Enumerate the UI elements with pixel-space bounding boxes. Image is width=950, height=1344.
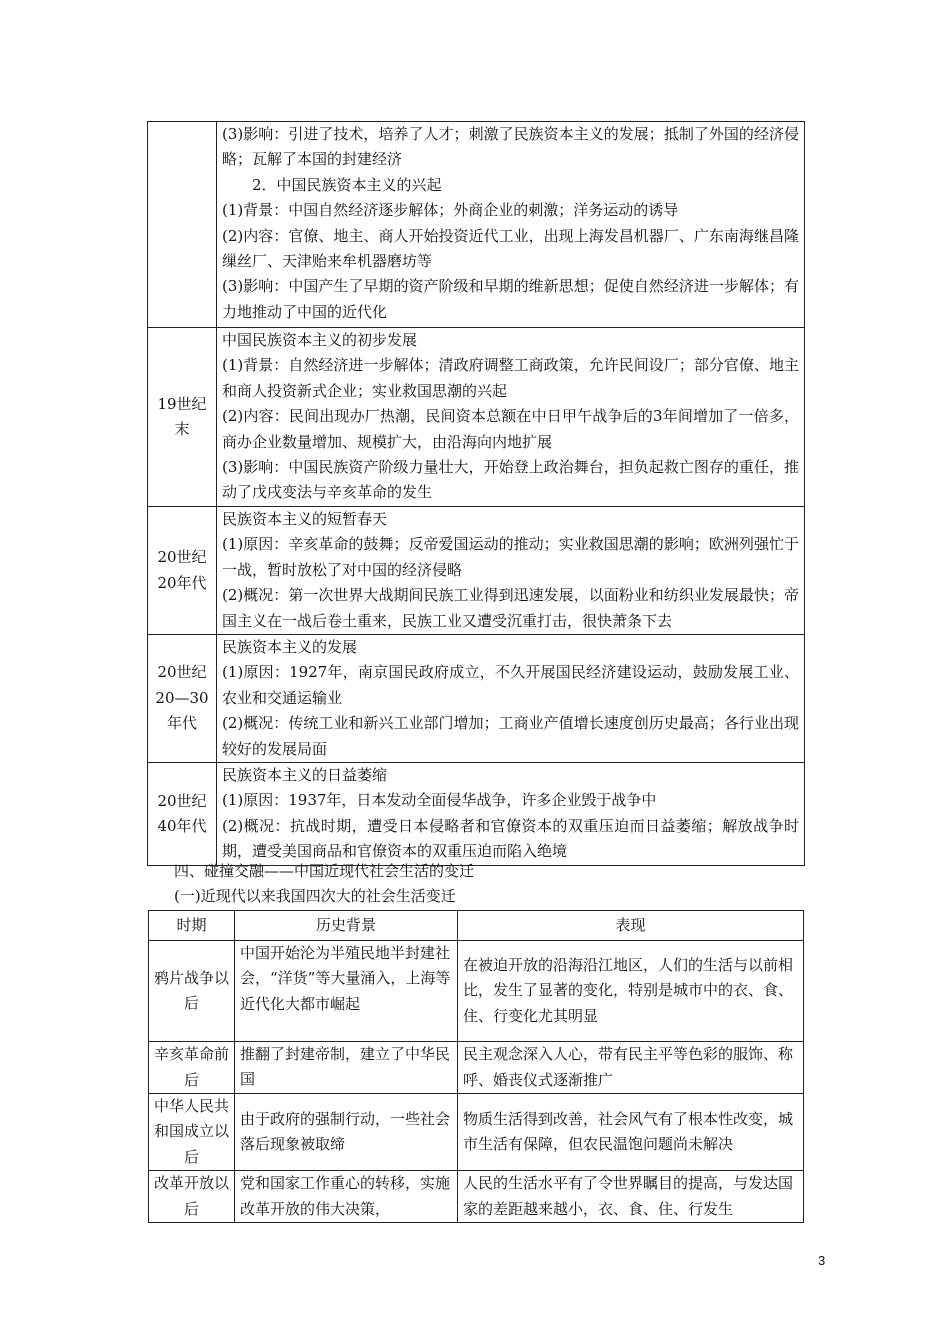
content-line: (2)概况：抗战时期，遭受日本侵略者和官僚资本的双重压迫而日益萎缩；解放战争时期，遭受美国商品和官僚资本的双重压迫而陷入绝境: [222, 816, 799, 861]
content-line: (2)概况：第一次世界大战期间民族工业得到迅速发展，以面粉业和纺织业发展最快；帝国主义在一战后卷土重来，民族工业又遭受沉重打击，很快萧条下去: [222, 586, 799, 630]
table-row: [148, 328, 805, 507]
content-line: (1)原因：1937年，日本发动全面侵华战争，许多企业毁于战争中: [222, 791, 657, 810]
period-cell: 中华人民共和国成立以后: [149, 1094, 235, 1171]
content-line: (1)原因：辛亥革命的鼓舞；反帝爱国运动的推动；实业救国思潮的影响；欧洲列强忙于一战，暂时放松了对中国的经济侵略: [222, 535, 799, 579]
content-line: (2)概况：传统工业和新兴工业部门增加；工商业产值增长速度创历史最高；各行业出现较好的发展局面: [222, 714, 799, 758]
capitalism-development-table: [147, 121, 805, 866]
background-cell: 推翻了封建帝制，建立了中华民国: [235, 1042, 458, 1094]
content-cell: [217, 328, 805, 507]
performance-cell: 人民的生活水平有了令世界瞩目的提高，与发达国家的差距越来越小，衣、食、住、行发生: [458, 1171, 804, 1223]
content-line: (3)影响：中国产生了早期的资产阶级和早期的维新思想；促使自然经济进一步解体；有力地推动了中国的近代化: [222, 277, 799, 321]
content-line: 民族资本主义的发展: [222, 638, 358, 657]
content-cell: [217, 635, 805, 763]
content-cell: [217, 122, 805, 328]
content-line: (2)内容：官僚、地主、商人开始投资近代工业，出现上海发昌机器厂、广东南海继昌隆缫丝厂、天津贻来牟机器磨坊等: [222, 226, 799, 271]
column-header: 历史背景: [235, 911, 458, 941]
period-cell: 20世纪20—30年代: [148, 635, 217, 763]
table-row: [149, 1171, 804, 1223]
table-row: [149, 1042, 804, 1094]
page-number: 3: [818, 1253, 826, 1268]
content-cell: [217, 763, 805, 866]
period-cell: 20世纪20年代: [148, 507, 217, 635]
content-line: (3)影响：中国民族资产阶级力量壮大，开始登上政治舞台，担负起救亡图存的重任，推动了戊戌变法与辛亥革命的发生: [222, 458, 799, 502]
table-header-row: [149, 911, 804, 941]
content-line: 中国民族资本主义的初步发展: [222, 331, 418, 349]
content-line: 2．中国民族资本主义的兴起: [252, 175, 442, 194]
section-heading: 四、碰撞交融——中国近现代社会生活的变迁: [174, 862, 475, 880]
column-header: 表现: [458, 911, 804, 941]
background-cell: 由于政府的强制行动，一些社会落后现象被取缔: [235, 1094, 458, 1171]
table-row: [149, 1094, 804, 1171]
period-cell: 改革开放以后: [149, 1171, 235, 1223]
table-row: [149, 941, 804, 1042]
background-cell: 党和国家工作重心的转移，实施改革开放的伟大决策，: [235, 1171, 458, 1223]
column-header: 时期: [149, 911, 235, 941]
table-row: [148, 507, 805, 635]
sub-heading: (一)近现代以来我国四次大的社会生活变迁: [174, 887, 456, 905]
content-line: 民族资本主义的短暂春天: [222, 510, 388, 528]
content-line: (1)原因：1927年，南京国民政府成立，不久开展国民经济建设运动，鼓励发展工业、农业和交通运输业: [222, 663, 799, 707]
table-row: [148, 122, 805, 328]
content-cell: [217, 507, 805, 635]
period-cell: 20世纪40年代: [148, 763, 217, 866]
background-cell: 中国开始沦为半殖民地半封建社会，“洋货”等大量涌入，上海等近代化大都市崛起: [235, 941, 458, 1042]
content-line: (1)背景：自然经济进一步解体；清政府调整工商政策，允许民间设厂；部分官僚、地主和商人投资新式企业；实业救国思潮的兴起: [222, 356, 799, 400]
table-row: [148, 763, 805, 866]
social-life-table: [148, 910, 804, 1223]
content-line: (2)内容：民间出现办厂热潮，民间资本总额在中日甲午战争后的3年间增加了一倍多，商办企业数量增加、规模扩大，由沿海向内地扩展: [222, 407, 799, 451]
performance-cell: 民主观念深入人心，带有民主平等色彩的服饰、称呼、婚丧仪式逐渐推广: [458, 1042, 804, 1094]
period-cell: 19世纪末: [148, 328, 217, 507]
content-line: 民族资本主义的日益萎缩: [222, 766, 388, 785]
table-row: [148, 635, 805, 763]
period-cell: 鸦片战争以后: [149, 941, 235, 1042]
performance-cell: 物质生活得到改善，社会风气有了根本性改变，城市生活有保障，但农民温饱问题尚未解决: [458, 1094, 804, 1171]
content-line: (1)背景：中国自然经济逐步解体；外商企业的刺激；洋务运动的诱导: [222, 201, 679, 220]
period-cell: [148, 122, 217, 328]
performance-cell: 在被迫开放的沿海沿江地区，人们的生活与以前相比，发生了显著的变化，特别是城市中的衣、食、住、行变化尤其明显: [458, 941, 804, 1042]
period-cell: 辛亥革命前后: [149, 1042, 235, 1094]
content-line: (3)影响：引进了技术，培养了人才；刺激了民族资本主义的发展；抵制了外国的经济侵略；瓦解了本国的封建经济: [222, 125, 799, 169]
